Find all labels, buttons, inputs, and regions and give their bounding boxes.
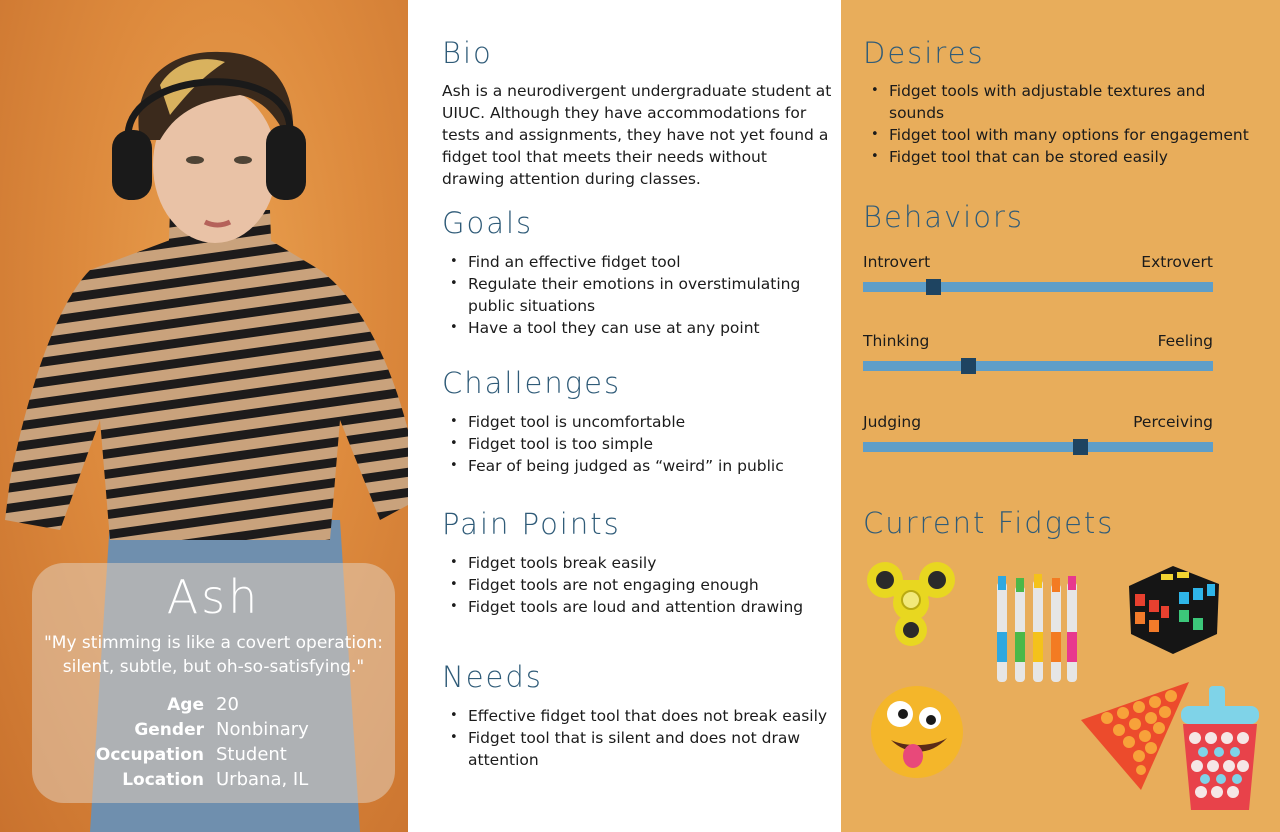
slider-left-label: Thinking [863, 332, 930, 350]
current-fidgets-title: Current Fidgets [863, 506, 1115, 540]
desires-list [863, 80, 1263, 168]
list-item: • Fidget tools break easily [442, 552, 834, 574]
detail-value-gender: Nonbinary [216, 719, 309, 740]
slider-track [863, 282, 1213, 292]
list-item: • Fidget tool that is silent and does not draw attention [442, 727, 834, 771]
detail-label-occupation: Occupation [95, 745, 204, 765]
slider-right-label: Extrovert [1141, 253, 1213, 271]
slider-thumb [1073, 439, 1088, 455]
gel-pens-icon [991, 572, 1083, 694]
behaviors-title: Behaviors [863, 200, 1024, 234]
behavior-slider-judging-perceiving [863, 412, 1213, 452]
list-item: • Fidget tool is too simple [442, 433, 834, 455]
detail-label-gender: Gender [134, 720, 204, 740]
bio-title: Bio [442, 36, 493, 70]
slider-thumb [926, 279, 941, 295]
slider-right-label: Feeling [1157, 332, 1213, 350]
fidget-spinner-icon [865, 560, 957, 646]
slider-track [863, 442, 1213, 452]
detail-label-location: Location [122, 770, 204, 790]
goals-list [442, 251, 834, 339]
list-item: • Fidget tools are loud and attention drawing [442, 596, 834, 618]
list-item: • Have a tool they can use at any point [442, 317, 834, 339]
persona-quote: "My stimming is like a covert operation: silent, subtle, but oh-so-satisfying." [43, 633, 384, 677]
list-item: • Fidget tools with adjustable textures and sounds [863, 80, 1263, 124]
slider-thumb [961, 358, 976, 374]
detail-value-location: Urbana, IL [216, 769, 309, 790]
persona-photo-panel [0, 0, 408, 832]
detail-label-age: Age [167, 695, 204, 715]
list-item: • Fidget tool with many options for engagement [863, 124, 1263, 146]
slider-left-label: Judging [863, 413, 922, 431]
behavior-slider-introvert-extrovert [863, 252, 1213, 292]
pain-points-title: Pain Points [442, 507, 621, 541]
needs-title: Needs [442, 660, 543, 694]
list-item: • Fidget tools are not engaging enough [442, 574, 834, 596]
challenges-title: Challenges [442, 366, 622, 400]
list-item: • Find an effective fidget tool [442, 251, 834, 273]
detail-value-occupation: Student [216, 744, 287, 765]
slider-left-label: Introvert [863, 253, 931, 271]
slider-right-label: Perceiving [1133, 413, 1213, 431]
challenges-list [442, 411, 834, 477]
list-item: • Fidget tool that can be stored easily [863, 146, 1263, 168]
list-item: • Fidget tool is uncomfortable [442, 411, 834, 433]
list-item: • Fear of being judged as “weird” in public [442, 455, 834, 477]
persona-info-card [32, 563, 395, 803]
pop-it-cup-icon [1177, 686, 1263, 816]
puzzle-cube-icon [1121, 562, 1225, 656]
goals-title: Goals [442, 206, 534, 240]
list-item: • Effective fidget tool that does not break easily [442, 705, 834, 727]
desires-title: Desires [863, 36, 985, 70]
behavior-slider-thinking-feeling [863, 331, 1213, 371]
middle-panel [408, 0, 841, 832]
right-panel [841, 0, 1280, 832]
bio-text: Ash is a neurodivergent undergraduate student at UIUC. Although they have accommodations for tests and assignments, they have not yet found a fidget tool that meets their needs without drawing attention during classes. [442, 82, 832, 188]
slider-track [863, 361, 1213, 371]
persona-name: Ash [166, 570, 261, 624]
pain-points-list [442, 552, 834, 618]
detail-value-age: 20 [216, 694, 239, 715]
emoji-stress-ball-icon [867, 684, 971, 780]
persona-details [32, 693, 395, 792]
list-item: • Regulate their emotions in overstimulating public situations [442, 273, 834, 317]
needs-list [442, 705, 834, 771]
